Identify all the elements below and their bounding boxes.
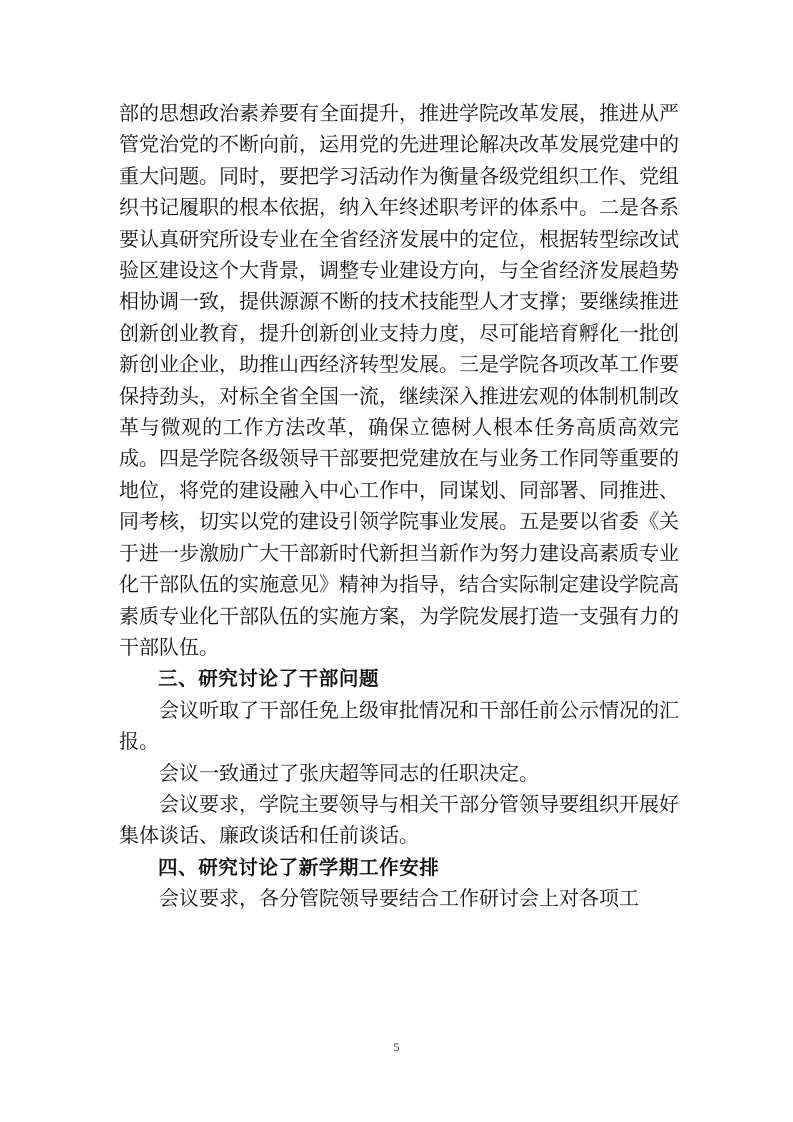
section-heading-new-semester: 四、研究讨论了新学期工作安排 <box>158 855 440 879</box>
paragraph-appointment-decision: 会议一致通过了张庆超等同志的任职决定。 <box>159 760 539 785</box>
document-body <box>119 98 679 915</box>
page-number: 5 <box>393 1040 400 1054</box>
paragraph-report: 会议听取了干部任免上级审批情况和干部任前公示情况的汇报。 <box>119 697 679 754</box>
paragraph-semester-requirement: 会议要求，各分管院领导要结合工作研讨会上对各项工 <box>159 886 639 911</box>
paragraph-talks-requirement: 会议要求，学院主要领导与相关干部分管领导要组织开展好集体谈话、廉政谈话和任前谈话。 <box>119 791 679 848</box>
paragraph-continuation: 部的思想政治素养要有全面提升，推进学院改革发展，推进从严管党治党的不断向前，运用党的先进理论解决改革发展党建中的重大问题。同时，要把学习活动作为衡量各级党组织工作、党组织书记履职的根本依据，纳入年终述职考评的体系中。二是各系要认真研究所设专业在全省经济发展中的定位，根据转型综改试验区建设这个大背景，调整专业建设方向，与全省经济发展趋势相协调一致，提供源源不断的技术技能型人才支撑；要继续推进创新创业教育，提升创新创业支持力度，尽可能培育孵化一批创新创业企业，助推山西经济转型发展。三是学院各项改革工作要保持劲头，对标全省全国一流，继续深入推进宏观的体制机制改革与微观的工作方法改革，确保立德树人根本任务高质高效完成。四是学院各级领导干部要把党建放在与业务工作同等重要的地位，将党的建设融入中心工作中，同谋划、同部署、同推进、同考核，切实以党的建设引领学院事业发展。五是要以省委《关于进一步激励广大干部新时代新担当新作为努力建设高素质专业化干部队伍的实施意见》精神为指导，结合实际制定建设学院高素质专业化干部队伍的实施方案，为学院发展打造一支强有力的干部队伍。 <box>119 101 679 659</box>
section-heading-cadre-issues: 三、研究讨论了干部问题 <box>158 667 380 691</box>
